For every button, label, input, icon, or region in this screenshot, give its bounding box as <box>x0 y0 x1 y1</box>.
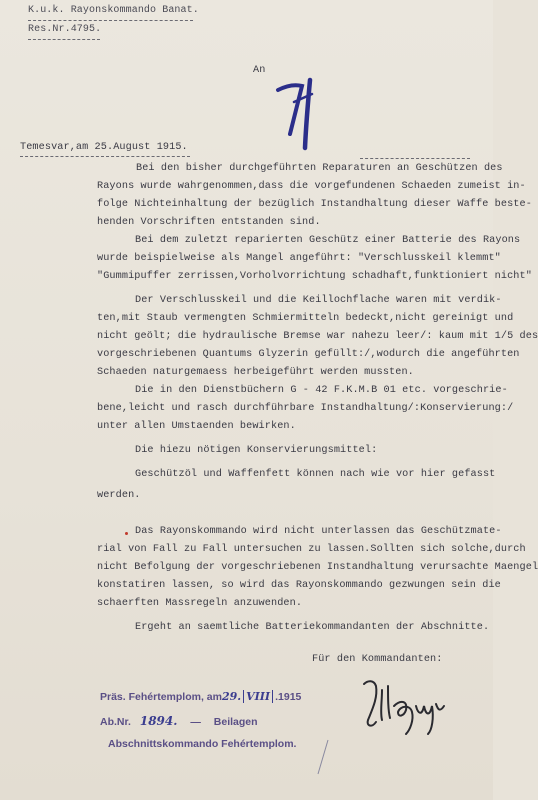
pencil-mark <box>312 738 332 778</box>
body-line: unter allen Umstaenden bewirken. <box>97 421 296 432</box>
body-line: werden. <box>97 490 141 501</box>
body-line: konstatiren lassen, so wird das Rayonskommando gezwungen sein die <box>97 580 501 591</box>
stamp-date-separator: . <box>275 691 279 703</box>
stamp-number-line <box>100 714 258 728</box>
addressee-label: An <box>253 65 266 76</box>
header-rule <box>28 20 193 21</box>
stamp-day: 29. <box>221 690 242 703</box>
stamp-received-date <box>100 690 301 703</box>
stamp-received-prefix: Präs. Fehértemplom, am <box>100 691 222 703</box>
body-line: nicht geölt; die hydraulische Bremse war nahezu leer/: kaum mit 1/5 des <box>97 331 538 342</box>
office-header: K.u.k. Rayonskommando Banat. <box>28 5 199 16</box>
date-rule <box>20 156 190 157</box>
body-line: Die hiezu nötigen Konservierungsmittel: <box>135 445 378 456</box>
stamp-ab-label: Ab.Nr. <box>100 716 131 728</box>
addressee-handwritten-mark <box>272 72 322 152</box>
reference-number: Res.Nr.4795. <box>28 24 102 35</box>
stamp-year: 1915 <box>278 691 302 703</box>
stamp-beilagen-label: Beilagen <box>213 716 258 728</box>
stamp-dash: — <box>190 716 201 728</box>
body-line: Bei dem zuletzt reparierten Geschütz einer Batterie des Rayons <box>135 235 521 246</box>
body-line: Schaeden naturgemaess herbeigeführt werden mussten. <box>97 367 414 378</box>
body-line: bene,leicht und rasch durchführbare Instandhaltung/:Konservierung:/ <box>97 403 514 414</box>
body-line: henden Vorschriften entstanden sind. <box>97 217 321 228</box>
reference-rule <box>28 39 100 40</box>
stamp-office-line: Abschnittskommando Fehértemplom. <box>108 738 297 750</box>
margin-rule <box>360 158 470 159</box>
body-line: folge Nichteinhaltung der bezüglich Instandhaltung dieser Waffe beste- <box>97 199 532 210</box>
red-dot-mark <box>125 532 128 535</box>
body-line: rial von Fall zu Fall untersuchen zu lassen.Sollten sich solche,durch <box>97 544 526 555</box>
body-line: ten,mit Staub vermengten Schmiermitteln bedeckt,nicht gereinigt und <box>97 313 514 324</box>
stamp-ab-number: 1894. <box>139 714 178 728</box>
handwritten-signature <box>358 676 458 738</box>
body-line: Geschützöl und Waffenfett können nach wie vor hier gefasst <box>135 469 496 480</box>
body-line: wurde beispielweise als Mangel angeführt: "Verschlusskeil klemmt" <box>97 253 501 264</box>
body-line: schaerften Massregeln anzuwenden. <box>97 598 303 609</box>
body-line: Ergeht an saemtliche Batteriekommandanten der Abschnitte. <box>135 622 490 633</box>
stamp-month: VIII <box>246 690 271 703</box>
body-line: Rayons wurde wahrgenommen,dass die vorgefundenen Schaeden zumeist in- <box>97 181 526 192</box>
body-line: Bei den bisher durchgeführten Reparaturen an Geschützen des <box>136 163 503 174</box>
body-line: Die in den Dienstbüchern G - 42 F.K.M.B 01 etc. vorgeschrie- <box>135 385 508 396</box>
closing-line: Für den Kommandanten: <box>312 654 443 665</box>
body-line: Der Verschlusskeil und die Keillochflache waren mit verdik- <box>135 295 502 306</box>
body-line: "Gummipuffer zerrissen,Vorholvorrichtung schadhaft,funktioniert nicht" <box>97 271 532 282</box>
body-line: Das Rayonskommando wird nicht unterlassen das Geschützmate- <box>135 526 502 537</box>
body-line: nicht Befolgung der vorgeschriebenen Instandhaltung verursachte Maengel <box>97 562 538 573</box>
place-date: Temesvar,am 25.August 1915. <box>20 142 188 153</box>
body-line: vorgeschriebenen Quantums Glyzerin gefüllt:/,wodurch die angeführten <box>97 349 520 360</box>
